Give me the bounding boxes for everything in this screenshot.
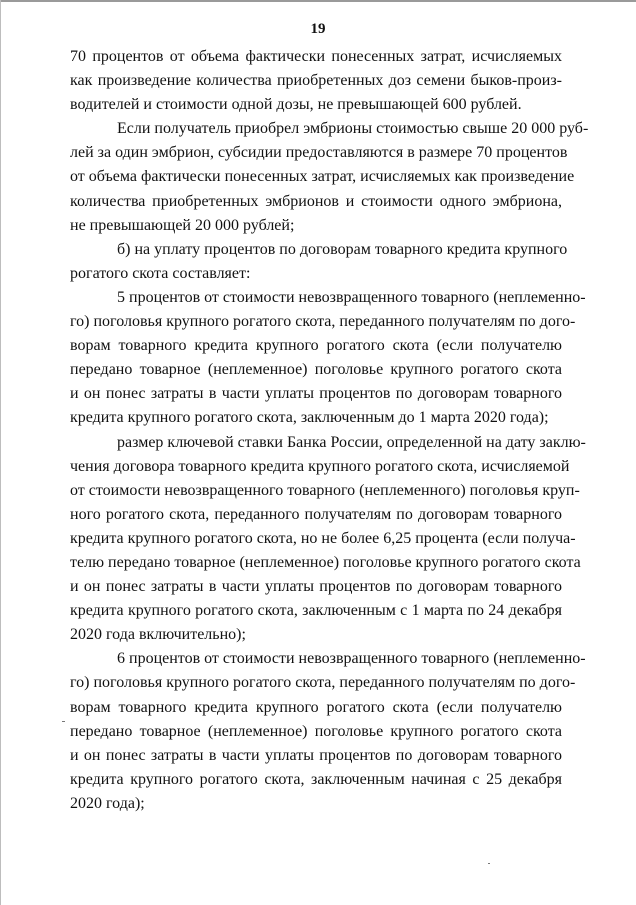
text-line: и он понес затраты в части уплаты процентов по договорам товарного	[70, 578, 562, 596]
text-line: ного рогатого скота, переданного получателям по договорам товарного	[70, 505, 562, 523]
text-line: ворам товарного кредита крупного рогатого скота (если получателю	[70, 698, 562, 716]
text-line: 2020 года);	[70, 794, 145, 812]
paragraph	[70, 431, 586, 648]
paragraph	[70, 647, 586, 816]
text-line: и он понес затраты в части уплаты процентов по договорам товарного	[70, 385, 562, 403]
text-line: 70 процентов от объема фактически понесенных затрат, исчисляемых	[70, 48, 562, 65]
text-line: количества приобретенных эмбрионов и стоимости одного эмбриона,	[70, 192, 562, 210]
text-line: 5 процентов от стоимости невозвращенного товарного (неплеменно-	[117, 288, 586, 306]
paragraph	[70, 286, 586, 431]
text-line: кредита крупного рогатого скота, заключенным начиная с 25 декабря	[70, 770, 562, 788]
text-line: кредита крупного рогатого скота, но не более 6,25 процента (если получа-	[70, 529, 576, 547]
text-line: от стоимости невозвращенного товарного (неплеменного) поголовья круп-	[70, 481, 580, 499]
text-line: чения договора товарного кредита крупного рогатого скота, исчисляемой	[70, 457, 570, 475]
text-line: кредита крупного рогатого скота, заключенным до 1 марта 2020 года);	[70, 409, 549, 427]
text-line: Если получатель приобрел эмбрионы стоимостью свыше 20 000 руб-	[117, 120, 589, 138]
text-line: и он понес затраты в части уплаты процентов по договорам товарного	[70, 746, 562, 764]
text-line: телю передано товарное (неплеменное) поголовье крупного рогатого скота	[70, 553, 581, 571]
paragraph	[70, 117, 589, 237]
scan-speck	[62, 721, 65, 722]
text-line: го) поголовья крупного рогатого скота, переданного получателям по дого-	[70, 674, 576, 692]
text-line: от объема фактически понесенных затрат, исчисляемых как произведение	[70, 168, 575, 186]
text-line: передано товарное (неплеменное) поголовье крупного рогатого скота	[70, 361, 562, 379]
document-body	[70, 45, 589, 816]
text-line: 6 процентов от стоимости невозвращенного товарного (неплеменно-	[117, 650, 586, 668]
text-line: кредита крупного рогатого скота, заключенным с 1 марта по 24 декабря	[70, 602, 562, 620]
paragraph	[70, 45, 562, 117]
text-line: лей за один эмбрион, субсидии предоставляются в размере 70 процентов	[70, 144, 568, 162]
text-line: б) на уплату процентов по договорам товарного кредита крупного	[117, 240, 568, 258]
text-line: ворам товарного кредита крупного рогатого скота (если получателю	[70, 337, 562, 355]
text-line: 2020 года включительно);	[70, 626, 246, 644]
text-line: размер ключевой ставки Банка России, определенной на дату заклю-	[117, 433, 586, 451]
page-number: 19	[310, 21, 326, 37]
paragraph	[70, 238, 568, 286]
text-line: как произведение количества приобретенных доз семени быков-произ-	[70, 72, 562, 90]
text-line: не превышающей 20 000 рублей;	[70, 216, 295, 234]
text-line: передано товарное (неплеменное) поголовье крупного рогатого скота	[70, 722, 562, 740]
scan-speck	[488, 863, 490, 864]
text-line: водителей и стоимости одной дозы, не превышающей 600 рублей.	[70, 96, 522, 114]
scan-edge-top	[0, 0, 636, 2]
scan-edge-left	[0, 0, 1, 905]
text-line: рогатого скота составляет:	[70, 264, 251, 282]
text-line: го) поголовья крупного рогатого скота, переданного получателям по дого-	[70, 313, 576, 331]
